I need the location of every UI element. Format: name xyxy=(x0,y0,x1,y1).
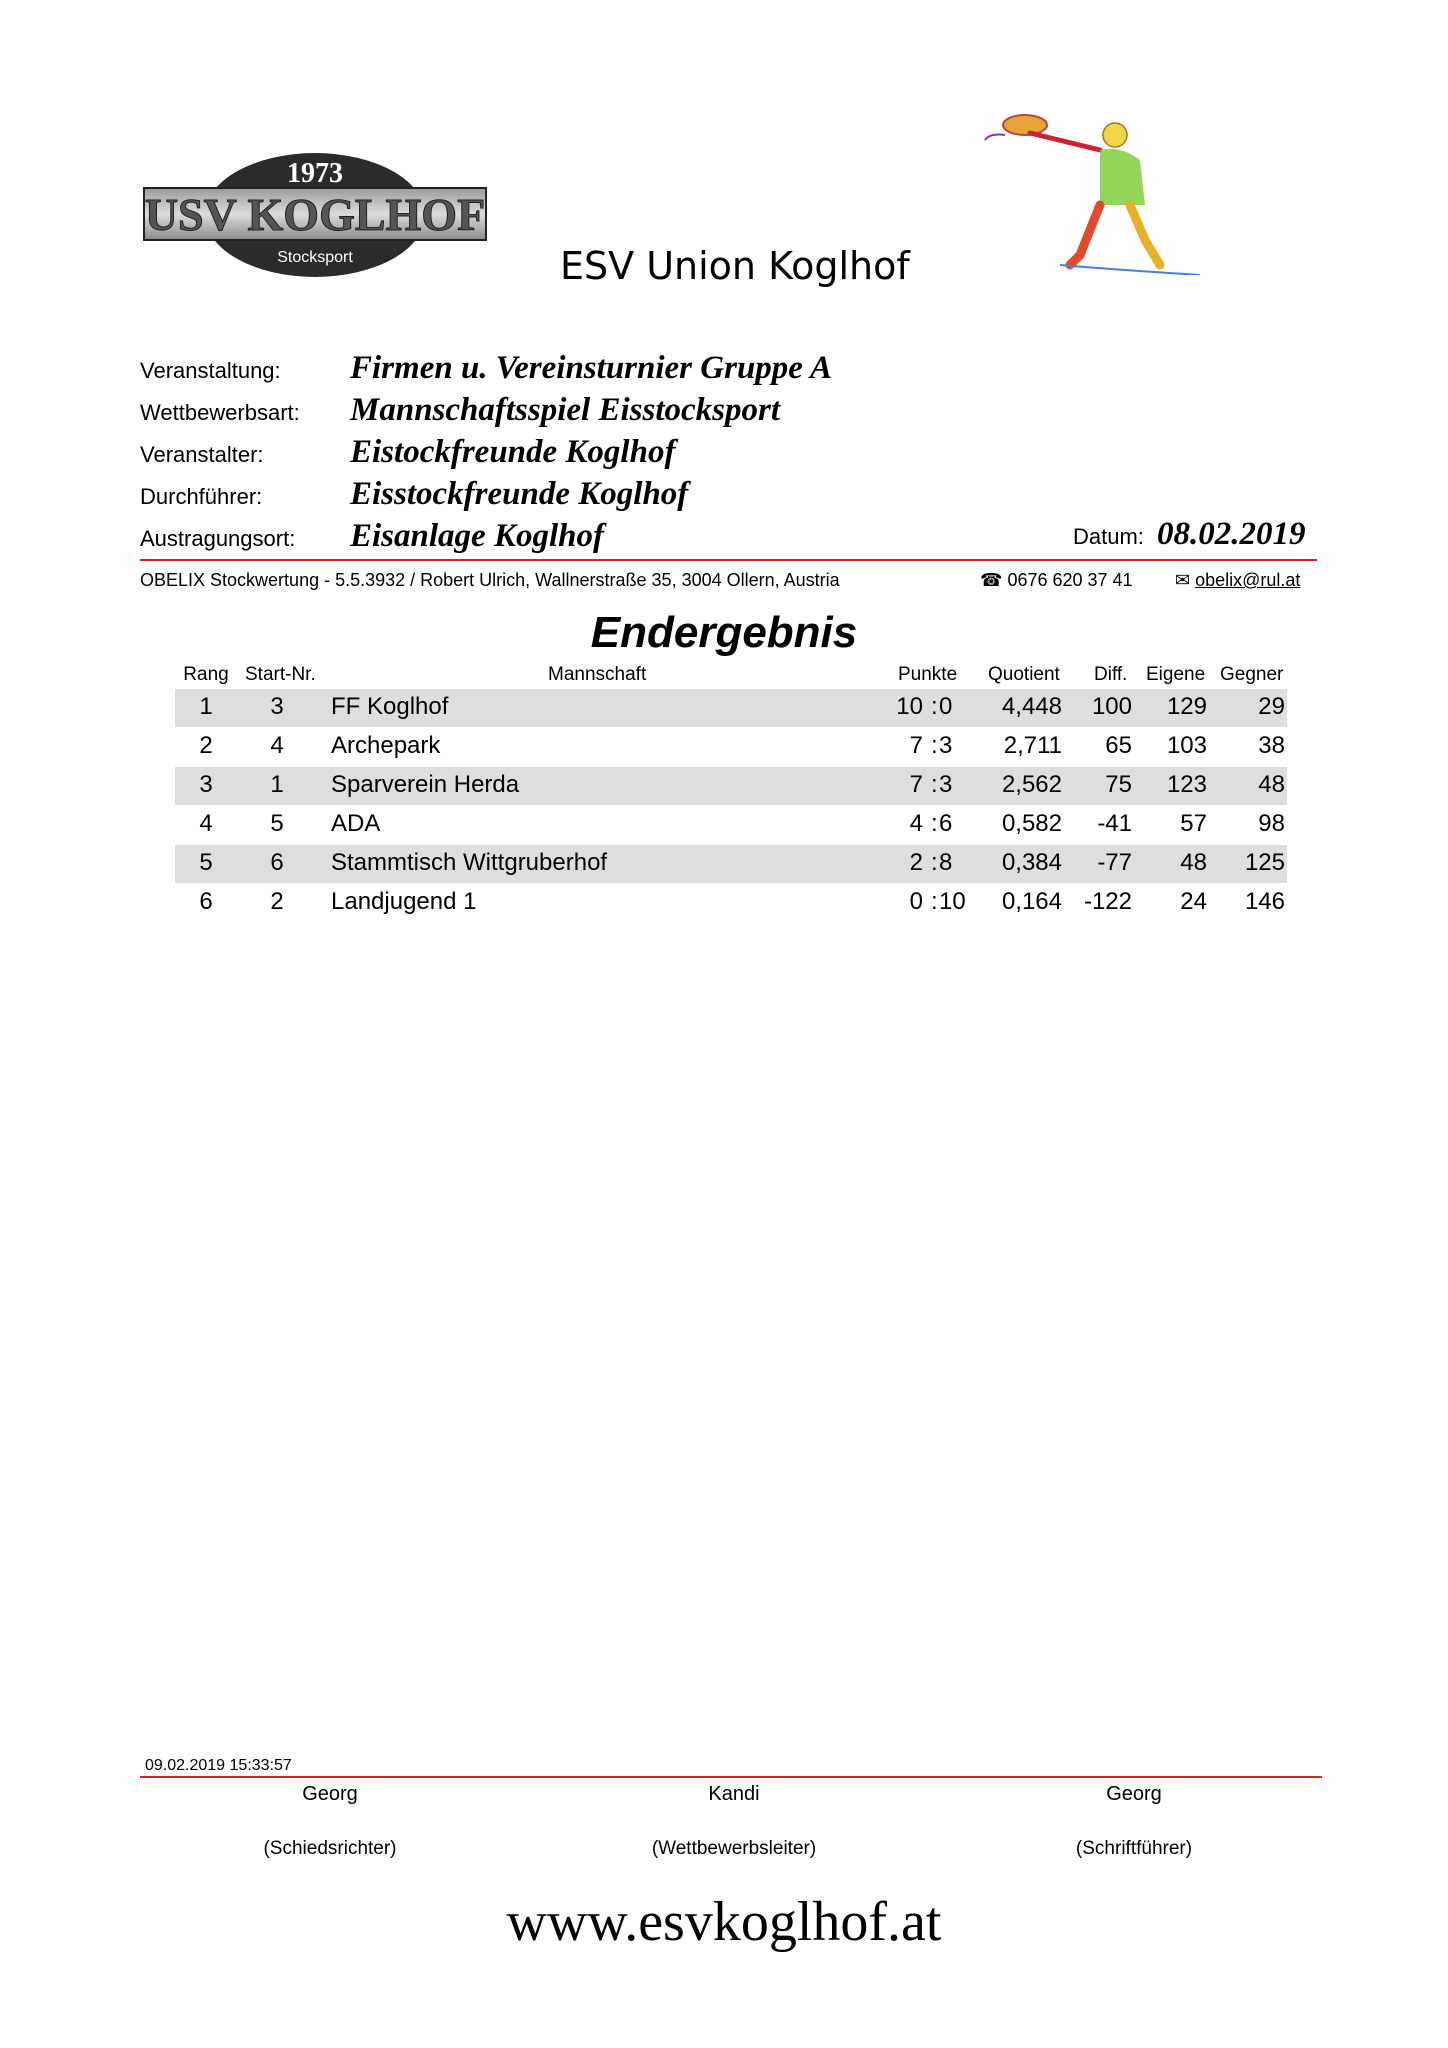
points-won: 10 xyxy=(896,693,923,720)
organizer-value: Eistockfreunde Koglhof xyxy=(350,434,676,470)
executor-label: Durchführer: xyxy=(140,484,263,509)
points-won: 2 xyxy=(909,849,923,876)
competition-leader-role: (Wettbewerbsleiter) xyxy=(651,1838,817,1859)
cell-diff: -122 xyxy=(1083,888,1132,915)
date-value: 08.02.2019 xyxy=(1157,516,1306,552)
referee-role: (Schiedsrichter) xyxy=(263,1838,397,1859)
points-won: 7 xyxy=(909,771,923,798)
phone-contact xyxy=(980,570,1133,591)
col-header-rang: Rang xyxy=(183,664,229,685)
col-header-team: Mannschaft xyxy=(548,664,647,685)
col-header-opponent: Gegner xyxy=(1220,664,1284,685)
print-timestamp: 09.02.2019 15:33:57 xyxy=(145,1757,292,1774)
cell-rang: 1 xyxy=(199,693,213,720)
cell-team: Landjugend 1 xyxy=(331,888,477,915)
cell-own: 24 xyxy=(1180,888,1207,915)
phone-icon: ☎ xyxy=(980,570,1003,590)
col-header-quotient: Quotient xyxy=(988,664,1060,685)
footer-divider-line xyxy=(140,1776,1322,1778)
cell-diff: -77 xyxy=(1097,849,1132,876)
referee-name: Georg xyxy=(302,1783,358,1805)
cell-rang: 2 xyxy=(199,732,213,759)
competition-type-value: Mannschaftsspiel Eisstocksport xyxy=(350,392,780,428)
logo-sub: Stocksport xyxy=(277,249,353,266)
venue-label: Austragungsort: xyxy=(140,526,296,551)
col-header-own: Eigene xyxy=(1146,664,1206,685)
cell-quotient: 0,384 xyxy=(1001,849,1062,876)
cell-diff: -41 xyxy=(1097,810,1132,837)
table-row: 5 6 Stammtisch Wittgruberhof 2 : 8 0,384 -77 48 125 xyxy=(175,845,1287,883)
points-won: 7 xyxy=(909,732,923,759)
cell-team: Stammtisch Wittgruberhof xyxy=(331,849,608,876)
secretary-role: (Schriftführer) xyxy=(1075,1838,1193,1859)
cell-own: 103 xyxy=(1166,732,1207,759)
cell-start: 6 xyxy=(270,849,284,876)
points-lost: 0 xyxy=(939,693,953,720)
cell-opponent: 125 xyxy=(1244,849,1285,876)
secretary-name: Georg xyxy=(1106,1783,1162,1805)
cell-quotient: 0,582 xyxy=(1001,810,1062,837)
competition-leader-name: Kandi xyxy=(708,1783,760,1805)
col-header-start: Start-Nr. xyxy=(245,664,316,685)
logo-year: 1973 xyxy=(287,158,343,189)
cell-start: 2 xyxy=(270,888,284,915)
competition-type-label: Wettbewerbsart: xyxy=(140,400,300,425)
logo-name: USV KOGLHOF xyxy=(144,189,486,240)
cell-opponent: 98 xyxy=(1258,810,1285,837)
venue-value: Eisanlage Koglhof xyxy=(350,518,604,554)
table-row: 4 5 ADA 4 : 6 0,582 -41 57 98 xyxy=(175,806,1287,844)
points-lost: 3 xyxy=(939,732,953,759)
cell-own: 48 xyxy=(1180,849,1207,876)
cell-team: Sparverein Herda xyxy=(331,771,520,798)
points-lost: 3 xyxy=(939,771,953,798)
cell-own: 123 xyxy=(1166,771,1207,798)
website-url[interactable]: www.esvkoglhof.at xyxy=(506,1891,942,1953)
cell-opponent: 48 xyxy=(1258,771,1285,798)
event-label: Veranstaltung: xyxy=(140,358,281,383)
cell-team: Archepark xyxy=(331,732,441,759)
table-row: 1 3 FF Koglhof 10 : 0 4,448 100 129 29 xyxy=(175,689,1287,727)
table-row: 2 4 Archepark 7 : 3 2,711 65 103 38 xyxy=(175,728,1287,766)
cell-rang: 5 xyxy=(199,849,213,876)
points-lost: 8 xyxy=(939,849,953,876)
cell-team: ADA xyxy=(331,810,381,837)
table-row: 6 2 Landjugend 1 0 : 10 0,164 -122 24 146 xyxy=(175,884,1287,922)
software-credit: OBELIX Stockwertung - 5.5.3932 / Robert Ulrich, Wallnerstraße 35, 3004 Ollern, Austria xyxy=(140,570,840,590)
cell-team: FF Koglhof xyxy=(331,693,449,720)
cell-diff: 75 xyxy=(1105,771,1132,798)
organizer-label: Veranstalter: xyxy=(140,442,264,467)
cell-opponent: 29 xyxy=(1258,693,1285,720)
cell-quotient: 0,164 xyxy=(1001,888,1062,915)
club-logo xyxy=(140,150,490,280)
cell-rang: 6 xyxy=(199,888,213,915)
email-contact[interactable] xyxy=(1175,570,1300,591)
col-header-diff: Diff. xyxy=(1094,664,1128,685)
cell-start: 4 xyxy=(270,732,284,759)
divider-line xyxy=(140,559,1317,561)
cell-diff: 100 xyxy=(1091,693,1132,720)
cell-opponent: 38 xyxy=(1258,732,1285,759)
points-lost: 10 xyxy=(939,888,966,915)
cell-own: 57 xyxy=(1180,810,1207,837)
email-link[interactable]: obelix@rul.at xyxy=(1195,570,1301,590)
cell-rang: 3 xyxy=(199,771,213,798)
col-header-points: Punkte xyxy=(898,664,958,685)
envelope-icon: ✉ xyxy=(1175,570,1191,590)
cell-start: 3 xyxy=(270,693,284,720)
cell-own: 129 xyxy=(1166,693,1207,720)
table-row: 3 1 Sparverein Herda 7 : 3 2,562 75 123 48 xyxy=(175,767,1287,805)
club-title: ESV Union Koglhof xyxy=(560,244,910,288)
cell-rang: 4 xyxy=(199,810,213,837)
cell-quotient: 4,448 xyxy=(1001,693,1062,720)
phone-number: 0676 620 37 41 xyxy=(1007,570,1133,590)
cell-quotient: 2,562 xyxy=(1001,771,1062,798)
points-lost: 6 xyxy=(939,810,953,837)
points-won: 4 xyxy=(909,810,923,837)
points-won: 0 xyxy=(909,888,923,915)
cell-opponent: 146 xyxy=(1244,888,1285,915)
result-title: Endergebnis xyxy=(590,608,858,657)
cell-quotient: 2,711 xyxy=(1003,732,1062,759)
event-value: Firmen u. Vereinsturnier Gruppe A xyxy=(350,350,832,386)
cell-diff: 65 xyxy=(1105,732,1132,759)
cell-start: 5 xyxy=(270,810,284,837)
date-label: Datum: xyxy=(1073,524,1144,549)
player-figure-image xyxy=(980,105,1210,275)
executor-value: Eisstockfreunde Koglhof xyxy=(350,476,689,512)
cell-start: 1 xyxy=(270,771,284,798)
